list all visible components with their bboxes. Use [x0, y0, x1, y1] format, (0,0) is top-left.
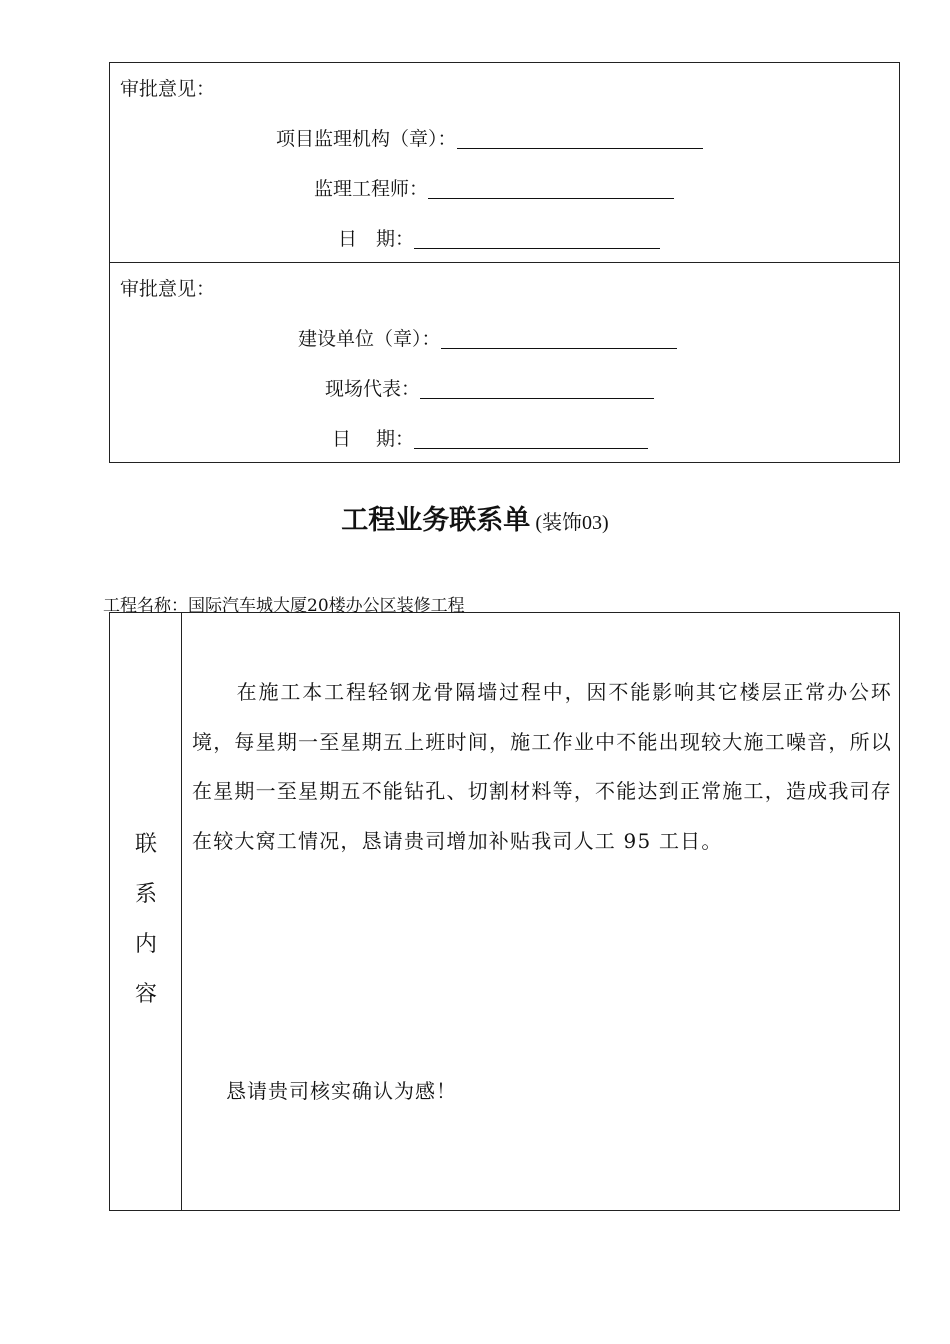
document-title: [0, 498, 950, 537]
contact-closing: 恳请贵司核实确认为感！: [226, 1079, 457, 1103]
contact-body-text: 在施工本工程轻钢龙骨隔墙过程中，因不能影响其它楼层正常办公环境，每星期一至星期五上班时间，施工作业中不能出现较大施工噪音，所以在星期一至星期五不能钻孔、切割材料等，不能达到正常施工，造成我司存在较大窝工情况，恳请贵司增加补贴我司人工 95 工日。: [192, 680, 892, 853]
signature-line: [428, 184, 674, 199]
owner-org-label: 建设单位（章）：: [298, 328, 441, 350]
project-name: 工程名称：国际汽车城大厦20楼办公区装修工程: [103, 596, 465, 616]
signature-line: [420, 384, 654, 399]
supervision-org-label: 项目监理机构（章）：: [276, 128, 457, 150]
supervision-date-field: [338, 230, 660, 249]
owner-date-label: 日 期：: [332, 428, 415, 450]
document-title-main: 工程业务联系单: [341, 505, 531, 536]
contact-label-char: 联: [134, 832, 157, 857]
supervision-org-field: [276, 130, 703, 149]
contact-label: [111, 820, 181, 1020]
signature-line: [414, 234, 660, 249]
signature-line: [457, 134, 703, 149]
approval-opinion-label: 审批意见：: [120, 278, 216, 300]
contact-label-char: 容: [134, 982, 157, 1007]
contact-label-char: 系: [134, 882, 157, 907]
contact-body: [192, 668, 892, 866]
contact-label-char: 内: [134, 932, 157, 957]
approval-opinion-label: 审批意见：: [120, 78, 216, 100]
signature-line: [414, 434, 648, 449]
supervision-date-label: 日 期：: [338, 228, 415, 250]
signature-line: [441, 334, 677, 349]
owner-rep-label: 现场代表：: [325, 378, 421, 400]
owner-date-field: [332, 430, 648, 449]
owner-org-field: [298, 330, 677, 349]
owner-rep-field: [325, 380, 654, 399]
document-title-sub: (装饰03): [535, 512, 609, 534]
supervision-engineer-label: 监理工程师：: [314, 178, 429, 200]
supervision-engineer-field: [314, 180, 674, 199]
